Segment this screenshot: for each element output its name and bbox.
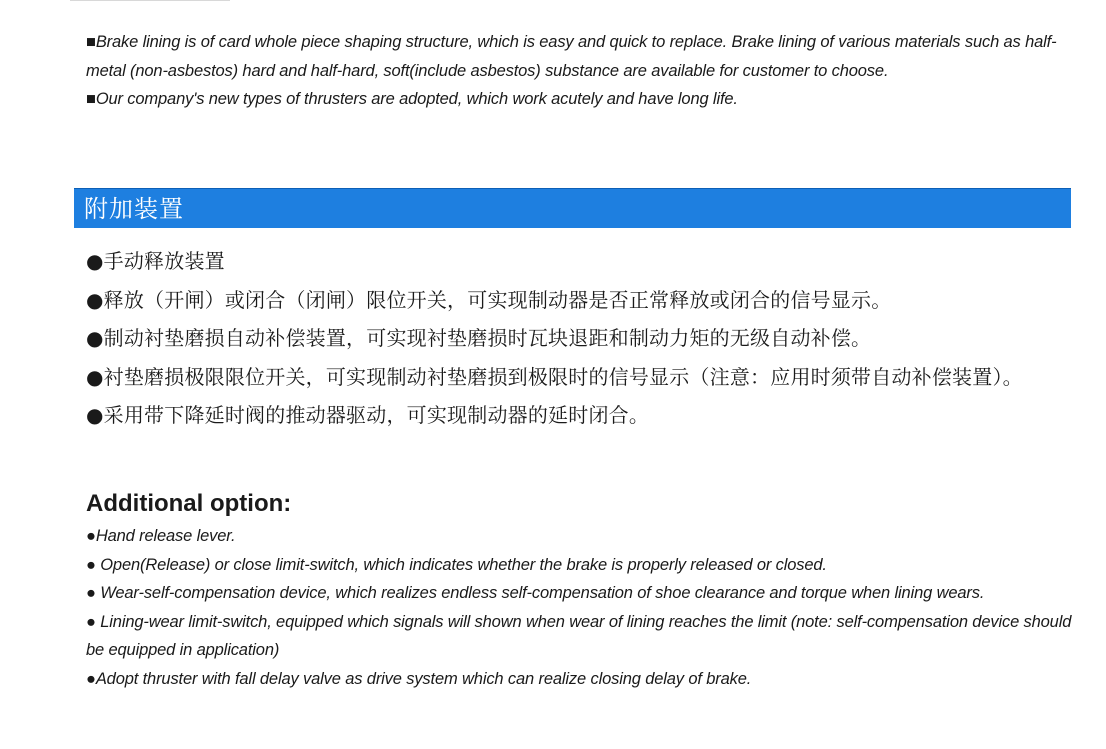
cn-option-item: ●手动释放装置 bbox=[86, 249, 225, 273]
intro-paragraph-lining: ■Brake lining is of card whole piece shaping structure, which is easy and quick to replace. Brake lining of various materials such as half-metal (non-asbestos) hard and half-hard, soft(include asbestos) substance are available for customer to choose. bbox=[86, 33, 1057, 80]
cn-option-item: ●制动衬垫磨损自动补偿装置，可实现衬垫磨损时瓦块退距和制动力矩的无级自动补偿。 bbox=[86, 326, 872, 350]
en-option-item: ●Hand release lever. bbox=[86, 527, 236, 545]
en-option-item: ● Open(Release) or close limit-switch, which indicates whether the brake is properly released or closed. bbox=[86, 555, 827, 574]
en-options-list bbox=[86, 522, 1086, 693]
cn-options-list bbox=[86, 242, 1086, 435]
en-option-item: ● Lining-wear limit-switch, equipped which signals will shown when wear of lining reaches the limit (note: self-compensation device should be equipped in application) bbox=[86, 612, 1072, 659]
additional-option-heading: Additional option: bbox=[86, 490, 292, 517]
section-banner bbox=[74, 188, 1071, 228]
top-divider bbox=[70, 0, 230, 1]
en-option-item: ● Wear-self-compensation device, which realizes endless self-compensation of shoe clearance and torque when lining wears. bbox=[86, 584, 985, 602]
intro-paragraph-thrusters: ■Our company's new types of thrusters are adopted, which work acutely and have long life. bbox=[86, 90, 738, 108]
banner-title: 附加装置 bbox=[84, 195, 184, 223]
cn-option-item: ●采用带下降延时阀的推动器驱动，可实现制动器的延时闭合。 bbox=[86, 403, 650, 427]
cn-option-item: ●衬垫磨损极限限位开关，可实现制动衬垫磨损到极限时的信号显示（注意：应用时须带自动补偿装置）。 bbox=[86, 364, 1023, 389]
en-option-item: ●Adopt thruster with fall delay valve as drive system which can realize closing delay of brake. bbox=[86, 669, 752, 688]
cn-option-item: ●释放（开闸）或闭合（闭闸）限位开关，可实现制动器是否正常释放或闭合的信号显示。 bbox=[86, 287, 892, 312]
intro-section bbox=[86, 28, 1086, 114]
